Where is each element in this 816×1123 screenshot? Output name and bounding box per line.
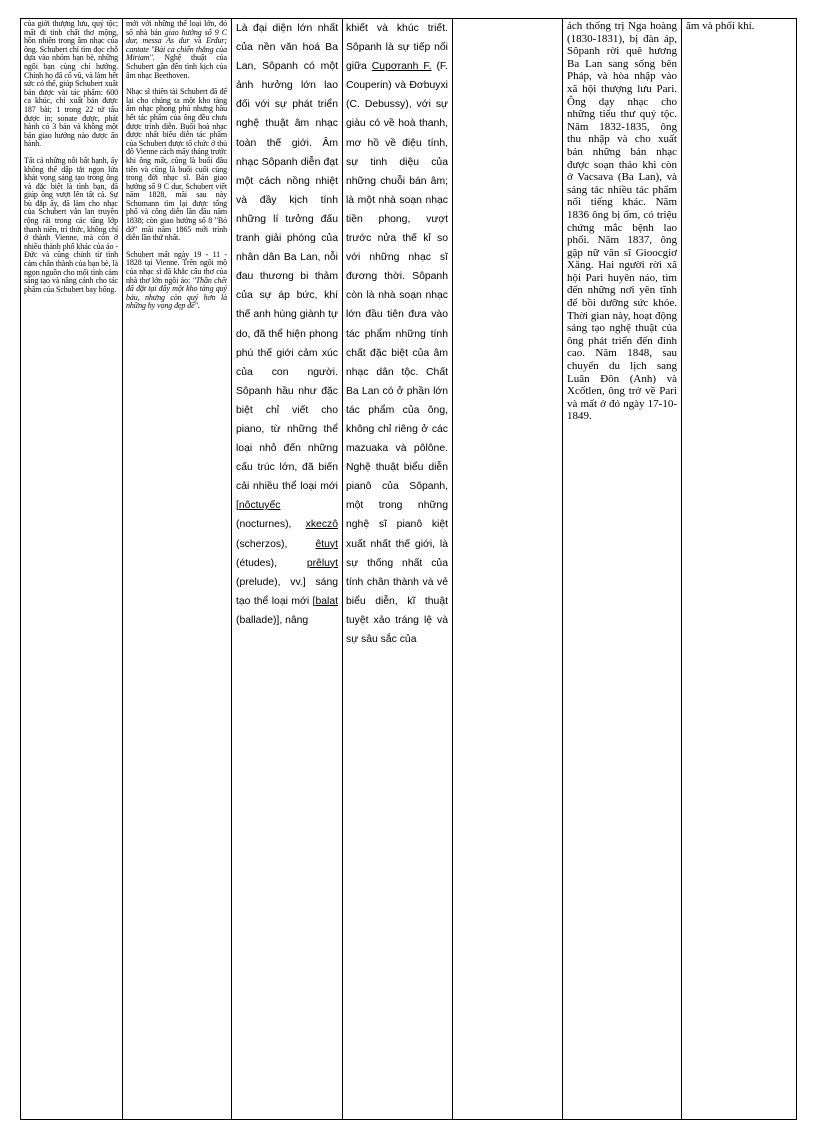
- column-divider: [681, 18, 682, 1120]
- text-run: ách thống trị Nga hoàng (1830-1831), bị đàn áp, Sôpanh rời quê hương Ba Lan sang sống bên Pháp, và hòa nhập vào xã hội thượng lưu Pari. Ông dạy nhạc cho những tiểu thư quý tộc. Năm 1832-1835, ông thu nhập và cho xuất bản những bản nhạc được soạn thảo khi còn ở Vacsava (Ba Lan), và sáng tác nhiều tác phẩm nổi tiếng khác. Năm 1836 ông bị ốm, có triệu chứng mắc bệnh lao phổi. Năm 1837, ông gặp nữ văn sĩ Gioocgiơ Xăng. Hai người rời xã hội Pari huyên náo, tìm đến những nơi yên tĩnh để bồi dưỡng sức khỏe. Thời gian này, hoạt động sáng tạo nghệ thuật của ông phát triển đến đỉnh cao. Năm 1848, sau chuyến du lịch sang Luân Đôn (Anh) và Xcốtlen, ông trở về Pari và mất ở đó ngày 17-10-1849.: [567, 20, 677, 423]
- text-run: (scherzos),: [236, 538, 316, 550]
- underlined-term: xkeczô: [305, 519, 338, 531]
- underlined-term: balat: [315, 595, 338, 607]
- text-paragraph: [126, 251, 227, 311]
- table-column-5: [456, 18, 558, 1120]
- underlined-term: prêluyt: [306, 557, 338, 569]
- underlined-term: Cupơranh F.: [371, 61, 432, 73]
- table-column-4: [346, 18, 448, 1120]
- text-paragraph: [567, 20, 677, 423]
- italic-text: Erdur; cantate "Bài ca chiến thắng của Miriam": [126, 36, 227, 63]
- italic-text: giao hưởng số 9 C dur, messa As dur: [126, 27, 227, 46]
- table-column-2: [126, 18, 227, 1120]
- column-divider: [796, 18, 797, 1120]
- text-paragraph: [24, 20, 118, 149]
- column-divider: [231, 18, 232, 1120]
- text-run: Tất cả những nỗi bất hạnh, ấy không thể dập tắt ngọn lửa khát vọng sáng tạo trong ông và đặc biệt là tình bạn, đã giúp ông vượt lên tất cả. Sự bù đắp ấy, đã làm cho nhạc của Schubert vẫn lan truyền rộng rãi trong các tầng lớp thanh niên, trí thức, không chỉ ở thành Vienne, mà còn ở nhiều thành phố khác của áo - Đức và cũng chính từ tình cảm chân thành của bạn bè, là ngọn nguồn cho mối tình cảm sáng tạo và nâng cánh cho tác phẩm của Schubert bay bổng.: [24, 155, 118, 294]
- column-divider: [452, 18, 453, 1120]
- text-paragraph: [236, 19, 338, 630]
- text-run: . Nghệ thuật của Schubert gần đến tình kịch của âm nhạc Beethoven.: [126, 53, 227, 80]
- column-divider: [342, 18, 343, 1120]
- text-run: và: [189, 36, 207, 46]
- text-run: (prelude), vv.] sáng tạo thể loại mới [: [236, 576, 338, 607]
- text-run: Nhạc sĩ thiên tài Schubert đã để lại cho chúng ta một kho tàng âm nhạc phong phú nhưng hầu hết tác phẩm của ông đều chưa được trình diễn. Buổi hoà nhạc được nhất biểu diễn tác phẩm của Schubert được tổ chức ở thủ đô Vienne cách mấy tháng trước khi ông mất, cũng là buổi đầu tiên và cũng là buổi cuối cùng trong đời nhạc sĩ. Bản giao hưởng số 9 C dur, Schubert viết năm 1828, mãi sau này Schumann tìm lại được tổng phổ và công diễn lần đầu năm 1838; còn giao hưởng số 8 "Bỏ dở" mãi năm 1865 mới trình diễn lần thứ nhất.: [126, 87, 227, 243]
- table-column-7: [686, 18, 792, 1120]
- text-run: Schubert mất ngày 19 - 11 - 1828 tại Vienne. Trên ngôi mộ của nhạc sĩ đã khắc câu thơ của nhà thơ lớn ngôi áo:: [126, 249, 227, 285]
- table-column-1: [24, 18, 118, 1120]
- underlined-term: êtuyt: [315, 538, 338, 550]
- text-paragraph: [346, 19, 448, 649]
- text-run: Là đại diện lớn nhất của nền văn hoá Ba Lan, Sôpanh có một ảnh hưởng lớn lao đối với sự phát triển nghệ thuật âm nhạc toàn thế giới. Âm nhạc Sôpanh diễn đạt một cách nồng nhiệt và đầy kịch tính những lí tưởng đấu tranh giải phóng của nhân dân Ba Lan, nỗi đau thương bi thảm của sự áp bức, khí thế anh hùng giành tự do, đã thể hiện phong phú thế giới cảm xúc của con người. Sôpanh hầu như đặc biệt chỉ viết cho piano, từ những thể loại nhỏ đến những cấu trúc lớn, đã biến cải nhiều thể loại mới [: [236, 23, 338, 512]
- text-run: mới với những thể loại lớn, đó số nhà bản: [126, 19, 227, 37]
- text-run: (ballade)], nâng: [236, 614, 309, 626]
- underlined-term: nôctuyếc: [238, 500, 281, 512]
- text-run: âm và phối khí.: [686, 20, 755, 32]
- text-run: (études),: [236, 557, 307, 569]
- column-divider: [20, 18, 21, 1120]
- text-run: của giới thượng lưu, quý tộc; mất đi tinh chất thơ mộng, hồn nhiên trong âm nhạc của ông. Schubert chỉ tìm đọc chỗ dựa vào nhóm bạn bè, những ngôi bạn cùng chí hướng. Chính họ đã cổ vũ, và làm hết sức có thể, giúp Schubert xuất bản được vài tác phẩm: 600 ca khúc, chỉ xuất bản được 187 bài; 1 trong 22 tứ tấu được in; sonate được, phát hành có 3 bản và không một bản giao hưởng nào được ấn hành.: [24, 19, 118, 149]
- text-run: (F. Couperin) và Đơbuyxi (C. Debussy), với sự giàu có về hoà thanh, mơ hồ về điệu tính, sự tinh diệu của những chuỗi bán âm; là một nhà soạn nhạc tiền phong, vượt trước nửa thế kỉ so với những nhạc sĩ đương thời. Sôpanh còn là nhà soạn nhạc lớn đầu tiên đưa vào tác phẩm những tính chất đặc biệt của âm nhạc dân tộc. Chất Ba Lan có ở phần lớn tác phẩm của ông, không chỉ riêng ở các mazuaka và pôlône. Nghệ thuật biểu diễn pianô của Sôpanh, một trong những nghệ sĩ pianô kiệt xuất nhất thế giới, là sự thống nhất của tính chân thành và vẻ biểu diễn, kĩ thuật tuyệt xảo tráng lệ và sự sâu sắc của: [346, 61, 448, 645]
- text-paragraph: [126, 88, 227, 243]
- italic-text: "Thần chết đã đặt tại đây một kho tàng quý báu, nhưng còn quý hơn là những hy vọng đẹp đẽ".: [126, 275, 227, 311]
- text-paragraph: [686, 20, 792, 33]
- document-table: [20, 18, 797, 1120]
- text-run: khiết và khúc triết. Sôpanh là sự tiếp nối giữa: [346, 23, 448, 73]
- text-run: (nocturnes),: [236, 519, 306, 531]
- table-column-6: [567, 18, 677, 1120]
- text-paragraph: [24, 157, 118, 295]
- column-divider: [122, 18, 123, 1120]
- column-divider: [562, 18, 563, 1120]
- text-paragraph: [126, 20, 227, 80]
- table-column-3: [236, 18, 338, 1120]
